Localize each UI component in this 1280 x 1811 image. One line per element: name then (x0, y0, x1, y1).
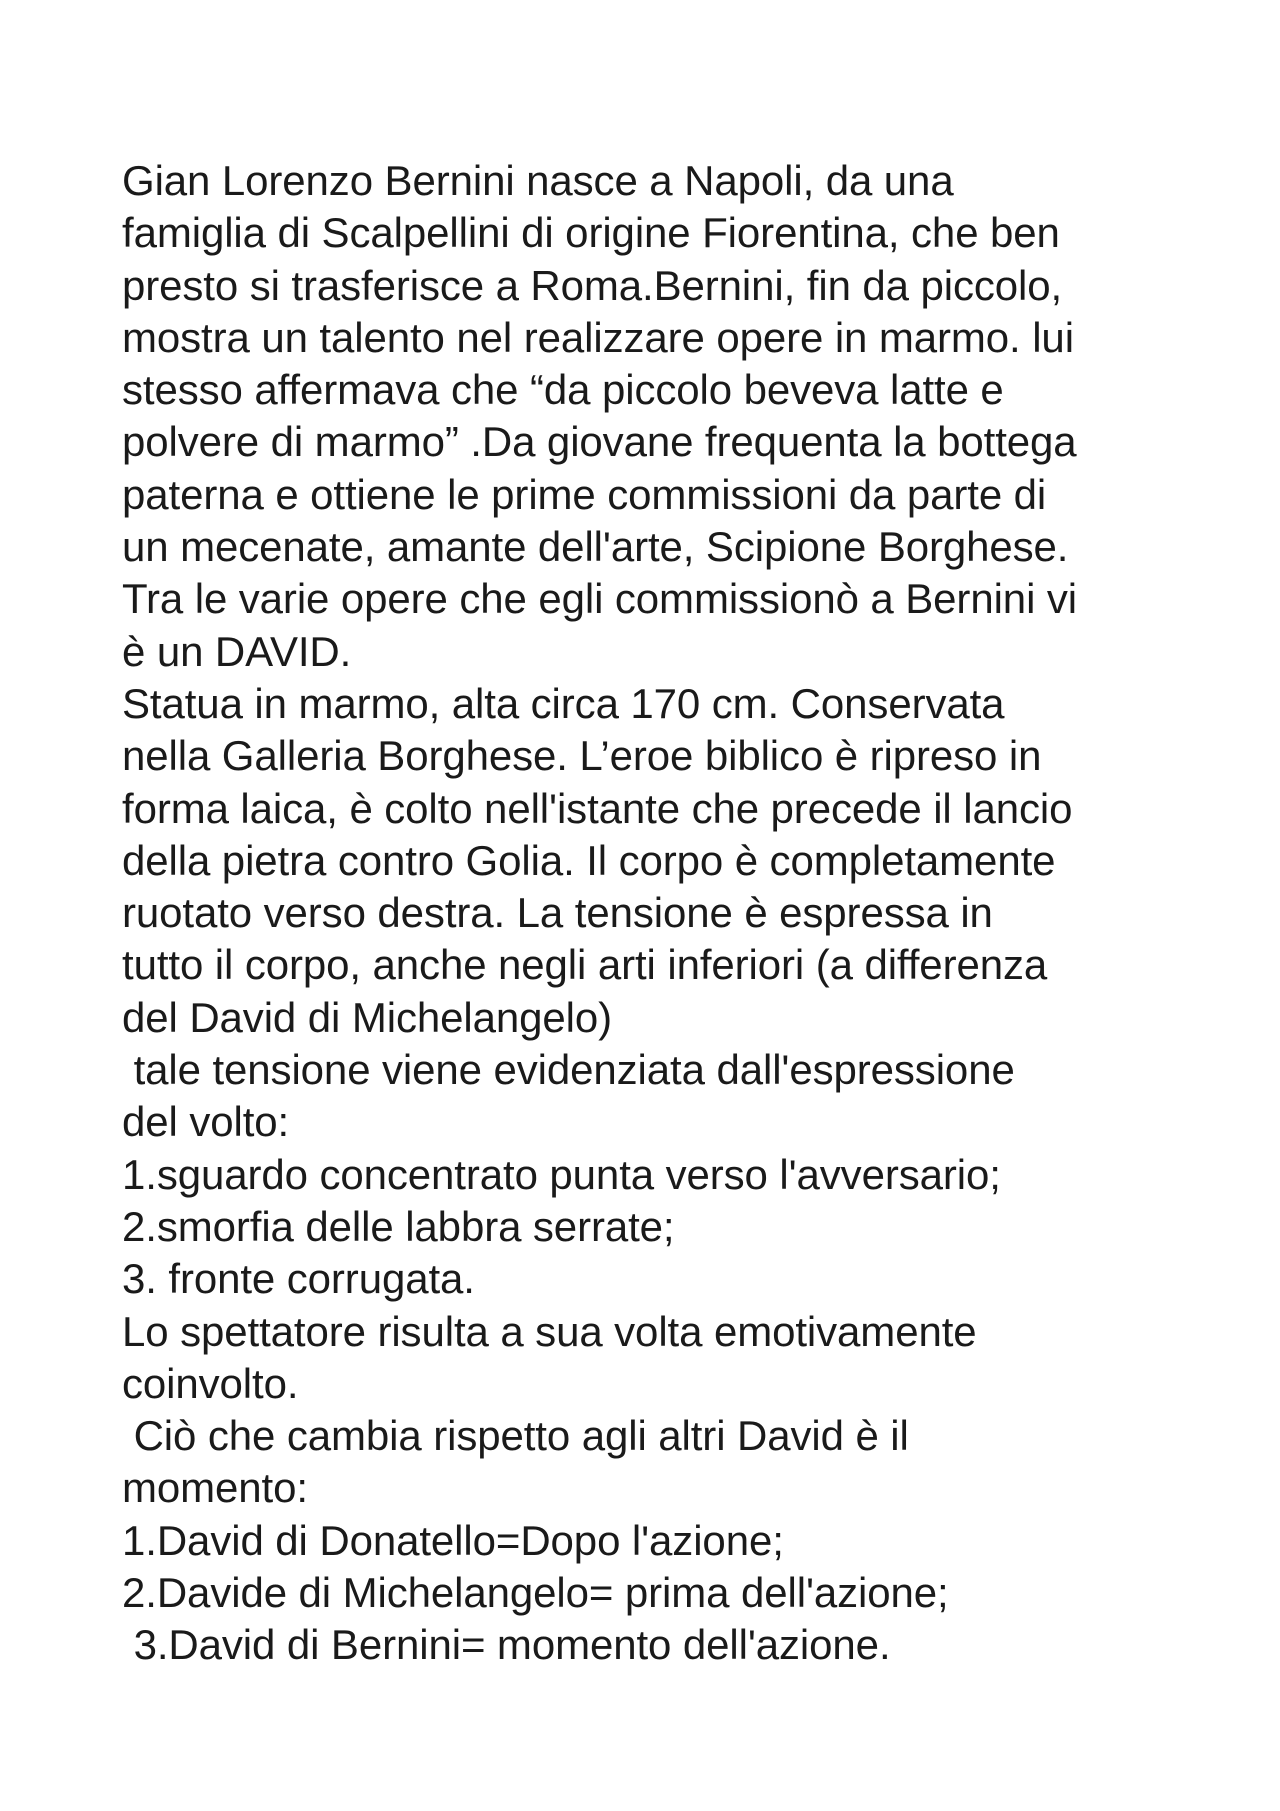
text-line: nella Galleria Borghese. L’eroe biblico è ripreso in (122, 732, 1042, 780)
text-line: forma laica, è colto nell'istante che precede il lancio (122, 784, 1073, 832)
list-item: 1.David di Donatello=Dopo l'azione; (122, 1516, 784, 1564)
text-line: mostra un talento nel realizzare opere in marmo. lui (122, 313, 1074, 361)
text-line: un mecenate, amante dell'arte, Scipione Borghese. (122, 523, 1069, 571)
text-line: tutto il corpo, anche negli arti inferiori (a differenza (122, 941, 1048, 989)
text-line: momento: (122, 1464, 308, 1512)
list-item: 3.David di Bernini= momento dell'azione. (122, 1621, 891, 1669)
text-line: stesso affermava che “da piccolo beveva latte e (122, 366, 1004, 414)
text-line: tale tensione viene evidenziata dall'espressione (122, 1046, 1015, 1094)
text-line: Tra le varie opere che egli commissionò a Bernini vi (122, 575, 1077, 623)
text-line: Ciò che cambia rispetto agli altri David è il (122, 1412, 909, 1460)
text-line: ruotato verso destra. La tensione è espressa in (122, 889, 993, 937)
text-line: Lo spettatore risulta a sua volta emotivamente (122, 1307, 977, 1355)
list-item: 1.sguardo concentrato punta verso l'avversario; (122, 1150, 1001, 1198)
text-line: polvere di marmo” .Da giovane frequenta la bottega (122, 418, 1077, 466)
list-item: 3. fronte corrugata. (122, 1255, 475, 1303)
text-line: del David di Michelangelo) (122, 993, 612, 1041)
body-text (122, 155, 1232, 1672)
text-line: paterna e ottiene le prime commissioni da parte di (122, 470, 1047, 518)
text-line: del volto: (122, 1098, 290, 1146)
text-line: presto si trasferisce a Roma.Bernini, fin da piccolo, (122, 261, 1063, 309)
text-line: della pietra contro Golia. Il corpo è completamente (122, 836, 1056, 884)
text-line: coinvolto. (122, 1359, 299, 1407)
list-item: 2.smorfia delle labbra serrate; (122, 1202, 675, 1250)
list-item: 2.Davide di Michelangelo= prima dell'azione; (122, 1569, 949, 1617)
text-line: Gian Lorenzo Bernini nasce a Napoli, da una (122, 157, 954, 204)
text-line: Statua in marmo, alta circa 170 cm. Conservata (122, 679, 1005, 727)
text-line: famiglia di Scalpellini di origine Fiorentina, che ben (122, 209, 1060, 257)
text-line: è un DAVID. (122, 627, 352, 675)
